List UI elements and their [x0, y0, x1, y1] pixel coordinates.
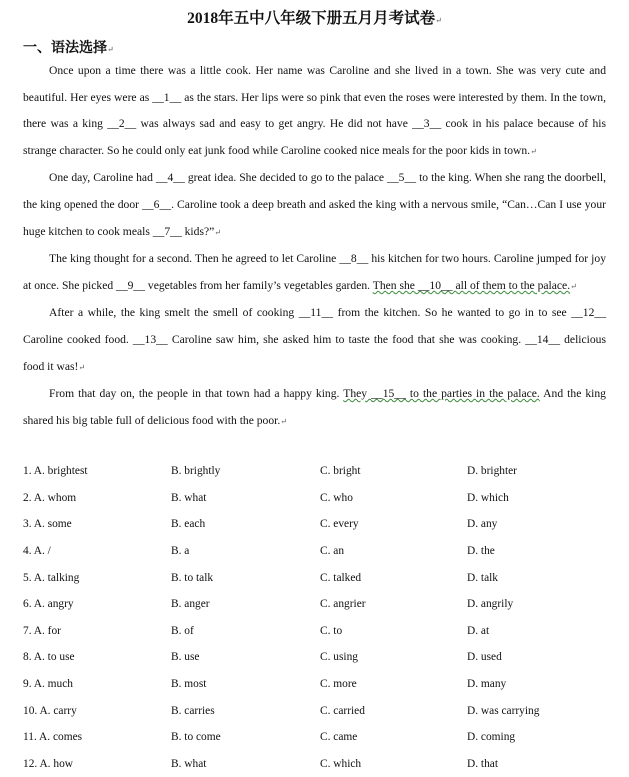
paragraph-mark-icon: ↵: [214, 227, 221, 237]
option-a: 6. A. angry: [23, 598, 74, 611]
paragraph-mark-icon: ↵: [530, 146, 537, 156]
paragraph-mark-icon: ↵: [78, 362, 86, 372]
option-b: B. to talk: [171, 571, 214, 584]
option-c: C. which: [320, 757, 362, 770]
option-d: D. any: [467, 518, 498, 531]
paragraph-mark-icon: ↵: [280, 416, 287, 426]
option-d: D. the: [467, 545, 495, 558]
section-heading: 一、语法选择↵: [23, 41, 114, 56]
option-c: C. talked: [320, 571, 362, 584]
option-a: 7. A. for: [23, 624, 61, 637]
option-b: B. use: [171, 651, 200, 664]
reading-passage: [23, 58, 606, 435]
option-a: 2. A. whom: [23, 491, 77, 504]
option-a: 10. A. carry: [23, 704, 77, 717]
option-d: D. angrily: [467, 598, 514, 611]
option-row: [23, 458, 613, 485]
passage-paragraph: The king thought for a second. Then he agreed to let Caroline __8__ his kitchen for two hours. Caroline jumped for joy at once. She picked __9__ vegetables from her family’s vegetables garden. Then she __10__ all of them to the palace.↵: [23, 252, 606, 292]
passage-paragraph: From that day on, the people in that town had a happy king. They __15__ to the parties in the palace. And the king shared his big table full of delicious food with the poor.↵: [23, 387, 606, 427]
paragraph-mark-icon: ↵: [435, 16, 442, 25]
option-a: 12. A. how: [23, 757, 73, 770]
option-d: D. at: [467, 624, 490, 637]
grammar-underline: They __15__ to the parties in the palace.: [343, 387, 540, 401]
option-b: B. what: [171, 491, 207, 504]
option-c: C. using: [320, 651, 358, 664]
option-d: D. used: [467, 651, 502, 664]
option-d: D. brighter: [467, 465, 517, 478]
option-d: D. was carrying: [467, 704, 540, 717]
option-c: C. came: [320, 731, 358, 744]
option-b: B. to come: [171, 731, 221, 744]
option-row: [23, 485, 613, 512]
option-d: D. many: [467, 678, 507, 691]
option-row: [23, 751, 613, 777]
option-b: B. most: [171, 678, 207, 691]
passage-paragraph: One day, Caroline had __4__ great idea. She decided to go to the palace __5__ to the king. When she rang the doorbell, the king opened the door __6__. Caroline took a deep breath and asked the king with a nervous smile, “Can…Can I use your huge kitchen to cook meals __7__ kids?”↵: [23, 171, 606, 238]
option-c: C. to: [320, 624, 343, 637]
option-row: [23, 671, 613, 698]
option-a: 5. A. talking: [23, 571, 80, 584]
option-row: [23, 697, 613, 724]
option-a: 11. A. comes: [23, 731, 83, 744]
option-b: B. brightly: [171, 465, 221, 478]
option-a: 8. A. to use: [23, 651, 75, 664]
option-d: D. coming: [467, 731, 516, 744]
option-c: C. every: [320, 518, 359, 531]
option-d: D. that: [467, 757, 499, 770]
option-c: C. carried: [320, 704, 365, 717]
option-row: [23, 511, 613, 538]
option-row: [23, 564, 613, 591]
option-c: C. more: [320, 678, 357, 691]
option-b: B. of: [171, 624, 194, 637]
passage-paragraph: After a while, the king smelt the smell of cooking __11__ from the kitchen. So he wanted to go in to see __12__ Caroline cooked food. __13__ Caroline saw him, she asked him to taste the food that she was cooking. __14__ delicious food it was!↵: [23, 306, 606, 373]
paragraph-mark-icon: ↵: [107, 45, 114, 54]
option-row: [23, 538, 613, 565]
option-a: 3. A. some: [23, 518, 72, 531]
option-a: 1. A. brightest: [23, 465, 88, 478]
option-row: [23, 591, 613, 618]
option-c: C. angrier: [320, 598, 366, 611]
option-c: C. an: [320, 545, 345, 558]
answer-options: [23, 458, 613, 777]
option-b: B. each: [171, 518, 206, 531]
option-row: [23, 644, 613, 671]
option-d: D. talk: [467, 571, 499, 584]
option-b: B. what: [171, 757, 207, 770]
option-b: B. a: [171, 545, 190, 558]
option-b: B. carries: [171, 704, 215, 717]
option-a: 4. A. /: [23, 545, 51, 558]
paragraph-mark-icon: ↵: [570, 281, 577, 291]
option-a: 9. A. much: [23, 678, 73, 691]
option-b: B. anger: [171, 598, 210, 611]
option-d: D. which: [467, 491, 509, 504]
option-row: [23, 724, 613, 751]
option-row: [23, 618, 613, 645]
passage-paragraph: Once upon a time there was a little cook. Her name was Caroline and she lived in a town. She was very cute and beautiful. Her eyes were as __1__ as the stars. Her lips were so pink that even the roses were interested by them. In the town, there was a king __2__ was always sad and easy to get angry. He did not have __3__ cook in his palace because of his strange character. So he could only eat junk food while Caroline cooked nice meals for the poor kids in town.↵: [23, 64, 606, 157]
page-title: 2018年五中八年级下册五月月考试卷↵: [187, 10, 442, 27]
grammar-underline: Then she __10__ all of them to the palace.: [372, 278, 571, 292]
option-c: C. who: [320, 491, 353, 504]
option-c: C. bright: [320, 465, 361, 478]
